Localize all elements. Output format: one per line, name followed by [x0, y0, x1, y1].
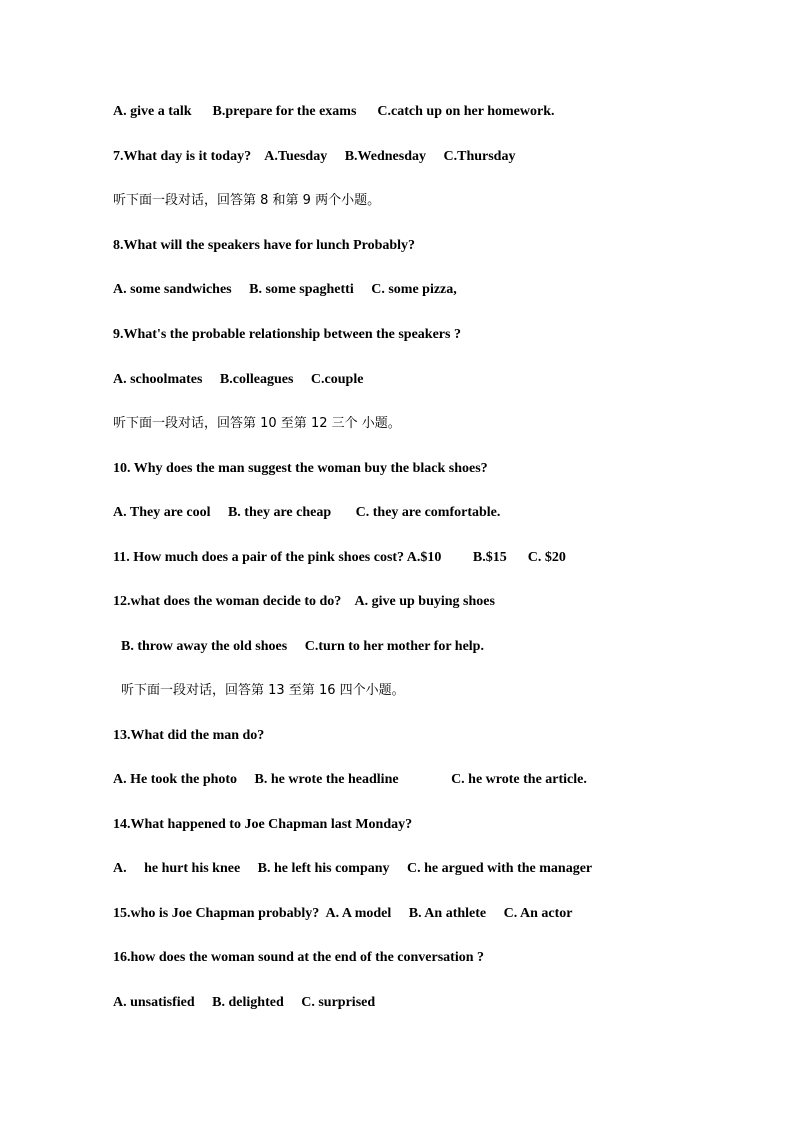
- q8-question: 8.What will the speakers have for lunch Probably?: [113, 238, 416, 253]
- q12-question: 12.what does the woman decide to do? A. give up buying shoes: [113, 594, 495, 609]
- q12-options: B. throw away the old shoes C.turn to her mother for help.: [121, 639, 484, 654]
- q13-question: 13.What did the man do?: [113, 728, 265, 743]
- q11-question: 11. How much does a pair of the pink shoes cost? A.$10 B.$15 C. $20: [113, 550, 566, 565]
- q9-question: 9.What's the probable relationship between the speakers ?: [113, 327, 461, 342]
- q9-options: A. schoolmates B.colleagues C.couple: [113, 372, 364, 387]
- section-instruction-8-9: 听下面一段对话，回答第 8 和第 9 两个小题。: [113, 193, 381, 208]
- q16-options: A. unsatisfied B. delighted C. surprised: [113, 995, 376, 1010]
- q13-options: A. He took the photo B. he wrote the headline C. he wrote the article.: [113, 772, 587, 787]
- q10-options: A. They are cool B. they are cheap C. they are comfortable.: [113, 505, 501, 520]
- q7-question: 7.What day is it today? A.Tuesday B.Wednesday C.Thursday: [113, 149, 516, 164]
- q10-question: 10. Why does the man suggest the woman buy the black shoes?: [113, 461, 488, 476]
- q15-question: 15.who is Joe Chapman probably? A. A model B. An athlete C. An actor: [113, 906, 573, 921]
- q14-question: 14.What happened to Joe Chapman last Monday?: [113, 817, 413, 832]
- q6-options: A. give a talk B.prepare for the exams C.catch up on her homework.: [113, 104, 555, 119]
- q16-question: 16.how does the woman sound at the end of the conversation ?: [113, 950, 485, 965]
- section-instruction-13-16: 听下面一段对话，回答第 13 至第 16 四个小题。: [121, 683, 405, 698]
- section-instruction-10-12: 听下面一段对话，回答第 10 至第 12 三个 小题。: [113, 416, 401, 431]
- q8-options: A. some sandwiches B. some spaghetti C. some pizza,: [113, 282, 457, 297]
- q14-options: A. he hurt his knee B. he left his company C. he argued with the manager: [113, 861, 593, 876]
